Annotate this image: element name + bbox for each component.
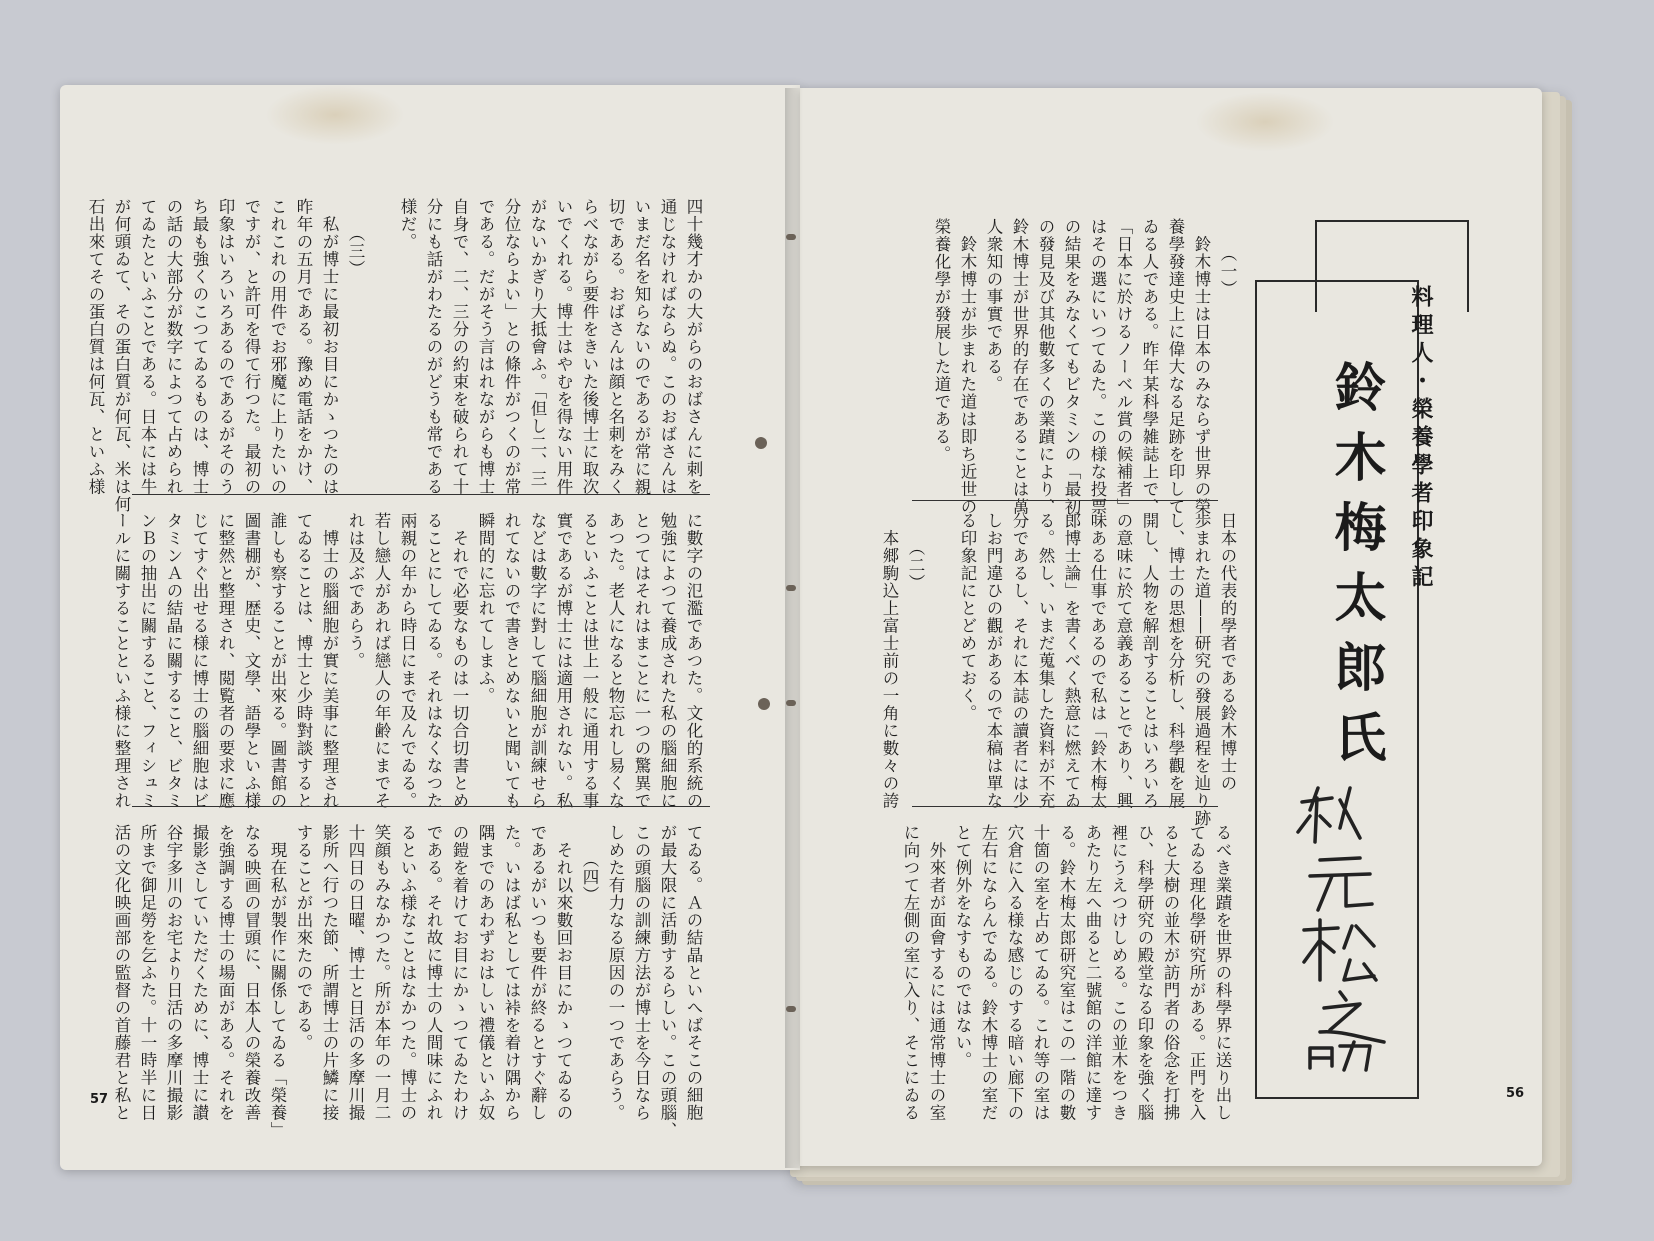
text-column: 鈴木博士は日本のみならず世界の榮: [1192, 218, 1211, 516]
text-column: てゐる理化學研究所がある。正門を入: [1187, 824, 1206, 1122]
text-column: 勉強によつて養成された私の腦細胞に: [658, 512, 677, 810]
text-column: あつた。老人になると物忘れし易くな: [606, 512, 625, 810]
binding-hole: [786, 1006, 796, 1012]
text-column: の結果をみなくてもビタミンの「最初: [1062, 218, 1081, 516]
text-column: 印象はいろいろあるのであるがそのう: [216, 198, 235, 496]
text-column: 味ある仕事であるので私は「鈴木梅太: [1088, 512, 1107, 810]
series-title: 料理人・榮養學者印象記: [1408, 285, 1433, 593]
text-column: てゐることは、博士と少時對談すると: [294, 512, 313, 810]
text-column: れは及ぶであらう。: [346, 512, 365, 670]
text-column: 分位ならよい」との條件がつくのが常: [502, 198, 521, 496]
text-column: とつてはそれはまことに一つの驚異で: [632, 512, 651, 810]
author-signature: [1280, 780, 1410, 1070]
band-divider: [912, 806, 1218, 807]
text-column: 養學發達史上に偉大なる足跡を印して: [1166, 218, 1185, 516]
stain: [265, 85, 405, 145]
text-column: 十四日の日曜、博士と日活の多摩川撮: [346, 824, 365, 1122]
text-column: が何頭ゐて、その蛋白質が何瓦、米は何: [112, 198, 131, 513]
text-column: ゐる人である。昨年某科學雑誌上で、: [1140, 218, 1159, 516]
text-column: 四十幾才かの大がらのおばさんに刺を: [684, 198, 703, 496]
text-column: タミンＡの結晶に關すること、ビタミ: [164, 512, 183, 810]
band-divider: [912, 500, 1218, 501]
text-column: るといふことは世上一般に通用する事: [580, 512, 599, 810]
text-column: 博士の腦細胞が實に美事に整理され: [320, 512, 339, 810]
text-column: なる映画の冒頭に、日本人の榮養改善: [242, 824, 261, 1122]
text-column: ールに關することといふ様に整理され: [112, 512, 131, 810]
right-top-band-text: [905, 218, 1240, 516]
text-column: ることにしてゐる。それはなくなつた: [424, 512, 443, 810]
text-column: 昨年の五月である。豫め電話をかけ、: [294, 198, 313, 496]
text-column: とて例外をなすものではない。: [953, 824, 972, 1069]
text-column: た。いはば私としては裃を着け隅から: [502, 824, 521, 1122]
text-column: （三）: [346, 198, 365, 278]
text-column: 笑顔もみなかつた。所が本年の一月二: [372, 824, 391, 1122]
binding-hole: [758, 698, 770, 710]
text-column: ると大樹の並木が訪門者の俗念を打拂: [1161, 824, 1180, 1122]
text-column: ち最も強くのこつてゐるものは、博士: [190, 198, 209, 496]
left-top-band-text: [86, 198, 706, 513]
text-column: 石出來てその蛋白質は何瓦、といふ様: [86, 198, 105, 496]
text-column: 分にも話がわたるのがどうも常である: [424, 198, 443, 496]
text-column: 日本の代表的學者である鈴木博士の: [1218, 512, 1237, 792]
text-column: の話の大部分が数字によつて占められ: [164, 198, 183, 496]
text-column: それで必要なものは一切合切書とめ: [450, 512, 469, 810]
text-column: るべき業蹟を世界の科學界に送り出し: [1213, 824, 1232, 1122]
right-middle-band-text: [880, 512, 1240, 827]
text-column: いまだ名を知らないのであるが常に親: [632, 198, 651, 496]
article-title: 鈴木梅太郎氏: [1325, 360, 1385, 780]
text-column: 本郷駒込上富士前の一角に數々の誇: [880, 512, 899, 810]
text-column: [368, 198, 394, 488]
binding-hole: [755, 437, 767, 449]
text-column: じてすぐ出せる様に博士の腦細胞はビ: [190, 512, 209, 810]
text-column: 撮影さしていただくために、博士に讃: [190, 824, 209, 1122]
text-column: るといふ様なことはなかつた。博士の: [398, 824, 417, 1122]
text-column: それ以來數回お目にかゝつてゐるの: [554, 824, 573, 1122]
text-column: てゐたといふことである。日本には牛: [138, 198, 157, 496]
text-column: これこれの用件でお邪魔に上りたいの: [268, 198, 287, 496]
text-column: いでくれる。博士はやむを得ない用件: [554, 198, 573, 496]
text-column: 分であるし、それに本誌の讀者には少: [1010, 512, 1029, 810]
text-column: 鈴木博士が歩まれた道は即ち近世の: [958, 218, 977, 516]
text-column: る。然し、いまだ蒐集した資料が不充: [1036, 512, 1055, 810]
text-column: 隅までのあわずおはしい禮儀といふ奴: [476, 824, 495, 1122]
text-column: 榮養化學が發展した道である。: [932, 218, 951, 463]
text-column: （四）: [580, 824, 599, 904]
binding-hole: [786, 234, 796, 240]
binding-hole: [786, 585, 796, 591]
text-column: 現在私が製作に關係してゐる「榮養」: [268, 824, 287, 1139]
text-column: し、博士の思想を分析し、科學觀を展: [1166, 512, 1185, 810]
page-number-left: 57: [90, 1092, 109, 1107]
text-column: 鈴木博士が世界的存在であることは萬: [1010, 218, 1029, 516]
text-column: 穴倉に入る様な感じのする暗い廊下の: [1005, 824, 1024, 1122]
left-bottom-band-text: [112, 824, 706, 1139]
text-column: てゐる。Ａの結晶といへばそこの細胞: [684, 824, 703, 1122]
text-column: を強調する博士の場面がある。それを: [216, 824, 235, 1122]
text-column: である。だがそう言はれながらも博士: [476, 198, 495, 496]
text-column: しめた有力なる原因の一つであらう。: [606, 824, 625, 1122]
text-column: しお門違ひの觀があるので本稿は單な: [984, 512, 1003, 810]
text-column: がないかぎり大抵會ふ。「但し二、三: [528, 198, 547, 488]
text-column: 圖書棚が、歴史、文學、語學といふ様: [242, 512, 261, 810]
text-column: はその選にいつてゐた。この様な投票: [1088, 218, 1107, 516]
text-column: ひ、科學研究の殿堂なる印象を強く腦: [1135, 824, 1154, 1122]
text-column: る。鈴木梅太郎研究室はこの一階の數: [1057, 824, 1076, 1122]
text-column: 若し戀人があれば戀人の年齢にまでそ: [372, 512, 391, 810]
band-divider: [132, 494, 710, 495]
text-column: 郎博士論」を書くべく熱意に燃えてゐ: [1062, 512, 1081, 810]
text-column: であるがいつも要件が終るとすぐ辭し: [528, 824, 547, 1122]
text-column: 人衆知の事實である。: [984, 218, 1003, 393]
text-column: 活の文化映画部の監督の首藤君と私と: [112, 824, 131, 1122]
text-column: （二）: [906, 512, 925, 592]
text-column: に整然と整理され、閲覧者の要求に應: [216, 512, 235, 810]
text-column: 「日本に於けるノーベル賞の候補者」: [1114, 218, 1133, 516]
text-column: などは數字に對して腦細胞が訓練せら: [528, 512, 547, 810]
text-column: 外來者が面會するには通常博士の室: [927, 824, 946, 1122]
text-column: 所まで御足勞を乞ふた。十一時半に日: [138, 824, 157, 1122]
text-column: 左右にならんでゐる。鈴木博士の室だ: [979, 824, 998, 1122]
text-column: れてないので書きとめないと聞いても: [502, 512, 521, 810]
text-column: 谷宇多川のお宅より日活の多摩川撮影: [164, 824, 183, 1122]
text-column: することが出來たのである。: [294, 824, 313, 1052]
text-column: らべながら要件をきいた後博士に取次: [580, 198, 599, 496]
stain: [1195, 92, 1335, 152]
text-column: る印象記にとどめておく。: [958, 512, 977, 722]
left-middle-band-text: [112, 512, 706, 810]
text-column: 開し、人物を解剖することはいろいろ: [1140, 512, 1159, 810]
text-column: である。それ故に博士の人間味にふれ: [424, 824, 443, 1122]
text-column: 實であるが博士には適用されない。私: [554, 512, 573, 810]
text-column: （一）: [1218, 218, 1237, 298]
right-bottom-band-text: [901, 824, 1235, 1122]
text-column: [928, 512, 954, 797]
band-divider: [132, 806, 710, 807]
text-column: 私が博士に最初お目にかゝつたのは: [320, 198, 339, 496]
text-column: に數字の氾濫であつた。文化的系統の: [684, 512, 703, 810]
text-column: 裡にうえつけしめる。この並木をつき: [1109, 824, 1128, 1122]
text-column: 誰しも察することが出來る。圖書館の: [268, 512, 287, 810]
text-column: 歩まれた道――研究の發展過程を辿り跡: [1192, 512, 1211, 827]
text-column: 自身で、二、三分の約束を破られて十: [450, 198, 469, 496]
text-column: 様だ。: [398, 198, 417, 251]
text-column: 十箇の室を占めてゐる。これ等の室は: [1031, 824, 1050, 1122]
text-column: あたり左へ曲ると二號館の洋館に達す: [1083, 824, 1102, 1122]
text-column: に向つて左側の室に入り、そこにゐる: [901, 824, 920, 1122]
text-column: この頭腦の訓練方法が博士を今日なら: [632, 824, 651, 1122]
text-column: の鎧を着けてお目にかゝつてゐたわけ: [450, 824, 469, 1122]
text-column: 兩親の年から時日にまで及んでゐる。: [398, 512, 417, 810]
text-column: ンＢの抽出に關すること、フィシュミ: [138, 512, 157, 810]
text-column: 瞬間的に忘れてしまふ。: [476, 512, 495, 705]
page-number-right: 56: [1506, 1086, 1525, 1101]
text-column: の意味に於て意義あることであり、興: [1114, 512, 1133, 810]
text-column: 切である。おばさんは顔と名刺をみく: [606, 198, 625, 496]
text-column: ですが、と許可を得て行つた。最初の: [242, 198, 261, 496]
text-column: 通じなければならぬ。このおばさんは: [658, 198, 677, 496]
binding-hole: [786, 700, 796, 706]
text-column: の發見及び其他數多くの業蹟により、: [1036, 218, 1055, 516]
text-column: が最大限に活動するらしい。この頭腦、: [658, 824, 677, 1139]
text-column: 影所へ行つた節、所謂博士の片鱗に接: [320, 824, 339, 1122]
